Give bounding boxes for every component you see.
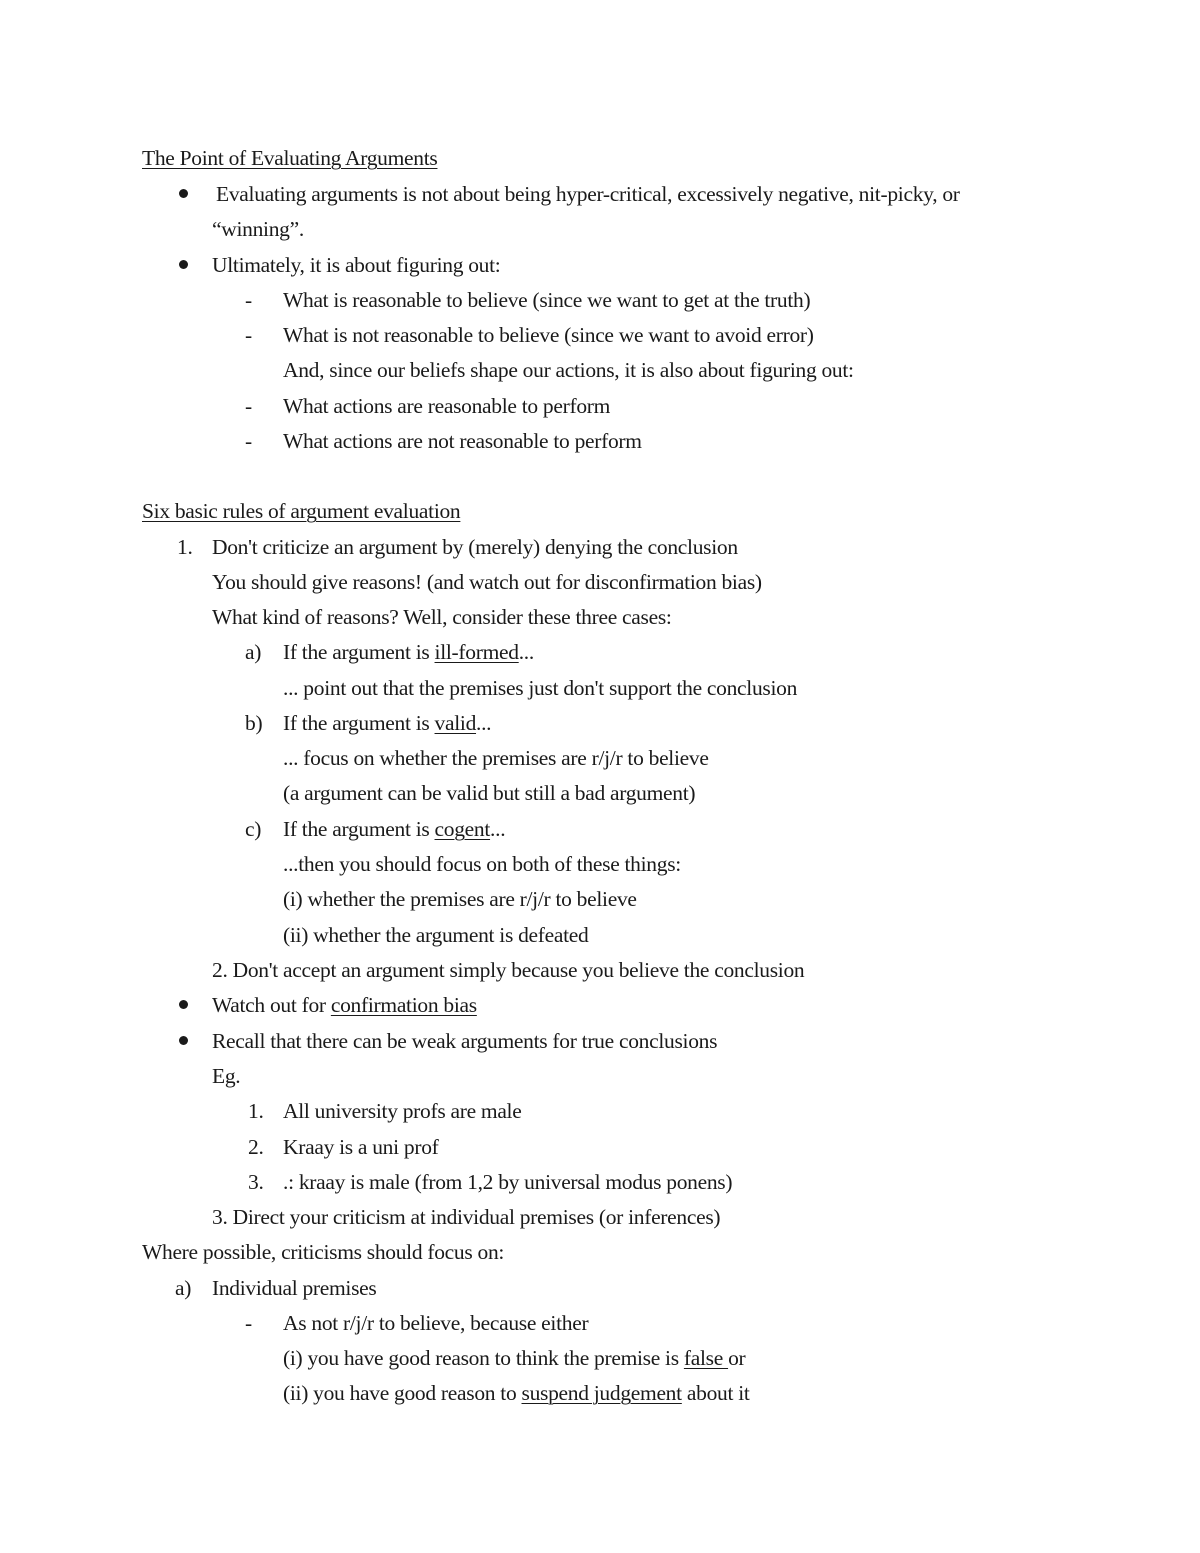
list-item: What actions are reasonable to perform <box>283 394 611 418</box>
example-line: Kraay is a uni prof <box>283 1135 439 1159</box>
body-text: Where possible, criticisms should focus on: <box>142 1240 505 1264</box>
case-follow: (ii) whether the argument is defeated <box>283 923 589 947</box>
bullet-dot <box>179 1000 188 1009</box>
bullet-text-continuation: “winning”. <box>212 217 304 241</box>
bullet-dot <box>179 1036 188 1045</box>
eg-label: Eg. <box>212 1064 241 1088</box>
case-follow: ...then you should focus on both of these things: <box>283 852 681 876</box>
bullet-text: Watch out for confirmation bias <box>212 993 477 1017</box>
rule-number: 1. <box>177 535 193 559</box>
list-item: What is reasonable to believe (since we want to get at the truth) <box>283 288 811 312</box>
section-heading-rules: Six basic rules of argument evaluation <box>142 499 461 523</box>
bullet-text: Ultimately, it is about figuring out: <box>212 253 501 277</box>
case-text: If the argument is valid... <box>283 711 492 735</box>
dash-marker: - <box>245 323 252 347</box>
rule-note: What kind of reasons? Well, consider these three cases: <box>212 605 672 629</box>
list-item: As not r/j/r to believe, because either <box>283 1311 589 1335</box>
dash-marker: - <box>245 394 252 418</box>
case-marker: b) <box>245 711 263 735</box>
list-item: What is not reasonable to believe (since we want to avoid error) <box>283 323 814 347</box>
continuation-text: And, since our beliefs shape our actions, it is also about figuring out: <box>283 358 854 382</box>
list-item: What actions are not reasonable to perform <box>283 429 642 453</box>
bullet-text: Recall that there can be weak arguments for true conclusions <box>212 1029 718 1053</box>
bullet-text: Evaluating arguments is not about being hyper-critical, excessively negative, nit-picky, or <box>216 182 960 206</box>
case-follow: ... point out that the premises just don't support the conclusion <box>283 676 798 700</box>
case-follow: ... focus on whether the premises are r/j/r to believe <box>283 746 709 770</box>
case-follow: (i) whether the premises are r/j/r to believe <box>283 887 637 911</box>
dash-marker: - <box>245 1311 252 1335</box>
dash-marker: - <box>245 288 252 312</box>
case-text: If the argument is ill-formed... <box>283 640 534 664</box>
example-number: 1. <box>248 1099 264 1123</box>
example-line: .: kraay is male (from 1,2 by universal modus ponens) <box>283 1170 733 1194</box>
focus-text: Individual premises <box>212 1276 377 1300</box>
rule-text: 2. Don't accept an argument simply because you believe the conclusion <box>212 958 805 982</box>
case-marker: a) <box>245 640 262 664</box>
bullet-dot <box>179 260 188 269</box>
section-heading-point: The Point of Evaluating Arguments <box>142 146 438 170</box>
rule-note: You should give reasons! (and watch out for disconfirmation bias) <box>212 570 762 594</box>
example-number: 3. <box>248 1170 264 1194</box>
case-marker: c) <box>245 817 262 841</box>
case-follow: (a argument can be valid but still a bad argument) <box>283 781 696 805</box>
focus-marker: a) <box>175 1276 192 1300</box>
reason-line: (ii) you have good reason to suspend judgement about it <box>283 1381 750 1405</box>
example-number: 2. <box>248 1135 264 1159</box>
reason-line: (i) you have good reason to think the premise is false or <box>283 1346 746 1370</box>
example-line: All university profs are male <box>283 1099 522 1123</box>
rule-text: Don't criticize an argument by (merely) denying the conclusion <box>212 535 738 559</box>
dash-marker: - <box>245 429 252 453</box>
rule-text: 3. Direct your criticism at individual premises (or inferences) <box>212 1205 721 1229</box>
bullet-dot <box>179 189 188 198</box>
case-text: If the argument is cogent... <box>283 817 506 841</box>
